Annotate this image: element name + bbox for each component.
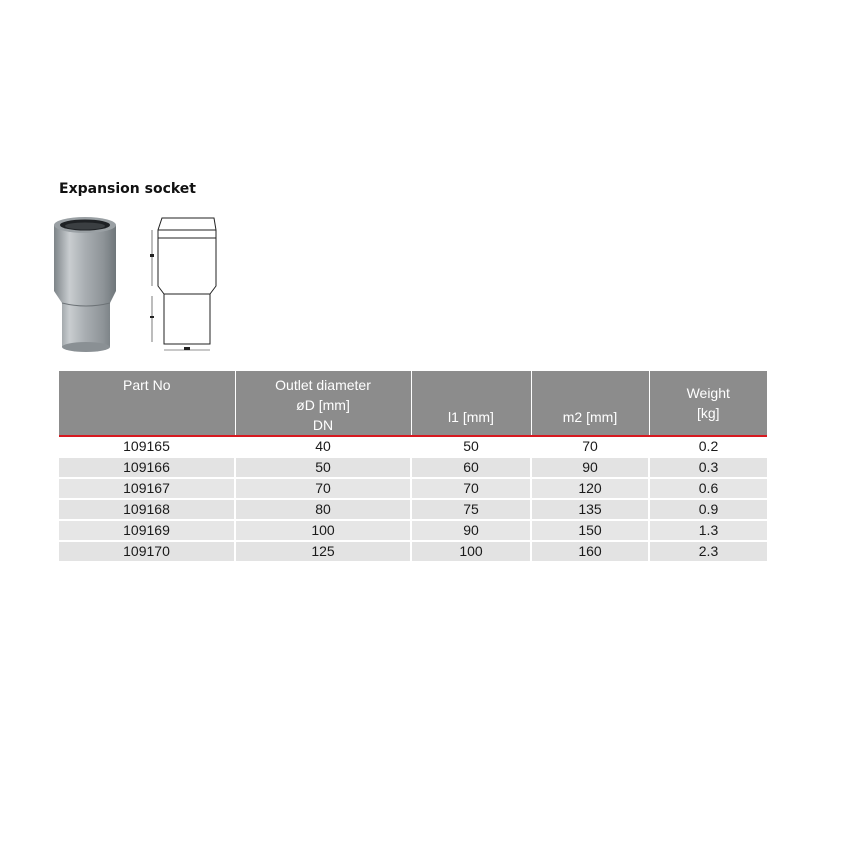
cell-part-no: 109166 [59,457,235,478]
cell-dn: 40 [235,436,411,457]
technical-drawing [146,216,222,356]
table-row [59,457,767,478]
spec-table [59,371,767,563]
cell-part-no: 109170 [59,541,235,562]
cell-l1: 75 [411,499,531,520]
page-title: Expansion socket [59,181,196,197]
cell-m2: 150 [531,520,649,541]
table-header-row [59,371,767,436]
header-outlet-diameter [235,371,411,436]
cell-l1: 60 [411,457,531,478]
table-row [59,520,767,541]
cell-l1: 90 [411,520,531,541]
cell-part-no: 109168 [59,499,235,520]
cell-dn: 125 [235,541,411,562]
cell-dn: 50 [235,457,411,478]
header-outlet-line3: DN [312,417,334,433]
cell-m2: 70 [531,436,649,457]
header-weight-line1: Weight [686,385,730,401]
cell-dn: 80 [235,499,411,520]
cell-weight: 0.2 [649,436,767,457]
table-row [59,499,767,520]
header-outlet-line1: Outlet diameter [275,377,371,393]
cell-weight: 1.3 [649,520,767,541]
header-weight [649,371,767,436]
cell-part-no: 109165 [59,436,235,457]
cell-m2: 90 [531,457,649,478]
cell-m2: 120 [531,478,649,499]
header-outlet-line2: øD [mm] [296,397,350,413]
header-weight-line2: [kg] [696,405,720,421]
cell-m2: 160 [531,541,649,562]
cell-l1: 70 [411,478,531,499]
table-row [59,436,767,457]
cell-l1: 50 [411,436,531,457]
cell-m2: 135 [531,499,649,520]
cell-part-no: 109167 [59,478,235,499]
header-m2: m2 [mm] [531,371,649,436]
cell-dn: 100 [235,520,411,541]
table-row [59,478,767,499]
cell-weight: 2.3 [649,541,767,562]
cell-weight: 0.3 [649,457,767,478]
cell-part-no: 109169 [59,520,235,541]
product-photo [52,213,118,353]
cell-weight: 0.9 [649,499,767,520]
cell-dn: 70 [235,478,411,499]
header-part-no: Part No [59,371,235,436]
header-l1: l1 [mm] [411,371,531,436]
cell-l1: 100 [411,541,531,562]
cell-weight: 0.6 [649,478,767,499]
table-row [59,541,767,562]
